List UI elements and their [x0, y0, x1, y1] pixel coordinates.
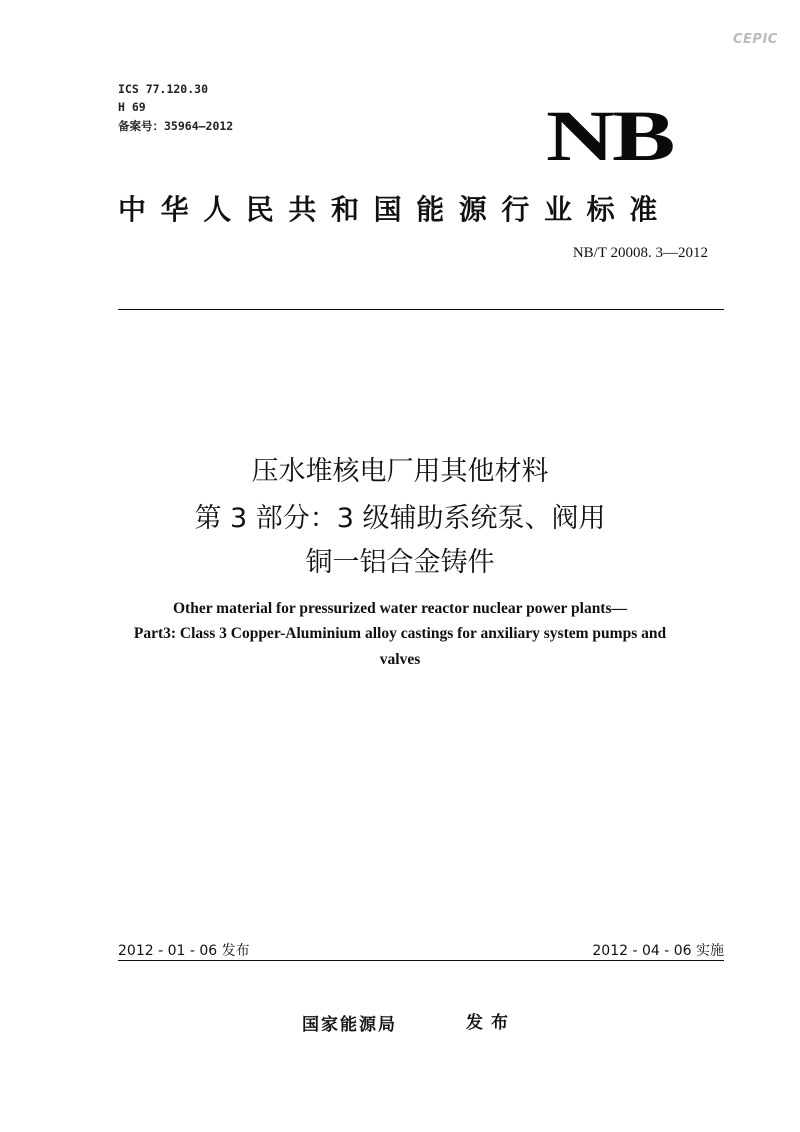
title-zh-line-3: 铜一铝合金铸件 — [305, 547, 495, 578]
issue-date: 2012 - 01 - 06 发布 — [118, 943, 250, 959]
title-en-line-2: Part3: Class 3 Copper-Aluminium alloy castings for anxiliary system pumps and — [133, 625, 667, 642]
standard-category-title: 中华人民共和国能源行业标准 — [118, 193, 672, 226]
ics-code: ICS 77.120.30 — [118, 82, 209, 96]
ccs-code: H 69 — [118, 100, 146, 114]
issuing-authority: 国家能源局 — [302, 1015, 397, 1035]
record-number: 备案号：35964—2012 — [118, 119, 234, 133]
title-en-line-1: Other material for pressurized water reactor nuclear power plants— — [172, 600, 628, 617]
bottom-divider — [118, 960, 724, 961]
publish-label: 发布 — [466, 1013, 516, 1033]
title-zh-line-1: 压水堆核电厂用其他材料 — [251, 456, 549, 487]
title-zh-line-2: 第 3 部分：3 级辅助系统泵、阀用 — [194, 503, 606, 534]
standard-number: NB/T 20008. 3—2012 — [572, 245, 708, 261]
top-divider — [118, 309, 724, 310]
watermark-logo: CEPIC — [733, 32, 778, 47]
title-en-line-3: valves — [379, 651, 421, 668]
nb-logo: NB — [546, 96, 673, 176]
implementation-date: 2012 - 04 - 06 实施 — [592, 943, 724, 959]
